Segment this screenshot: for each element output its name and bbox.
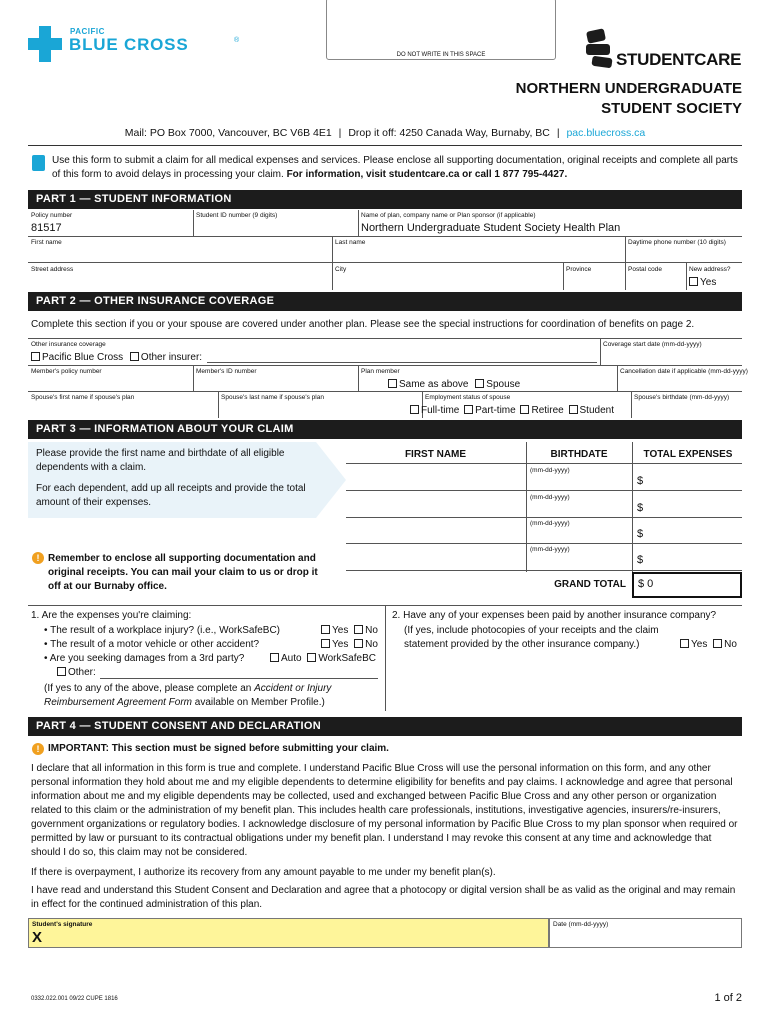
q2-sub: (If yes, include photocopies of your receipts and the claim statement provided by the other insurance company.) (404, 625, 659, 650)
q1-note-b: available on Member Profile.) (194, 697, 325, 708)
spouse-birth-field[interactable] (634, 402, 740, 415)
yes-label: Yes (691, 639, 708, 650)
spouse-label: Spouse (486, 379, 521, 390)
intro-main: Use this form to submit a claim for all medical expenses and services. Please enclose all supporting documentation, original receipts and complete all parts of this form to avoid delays in processing your claim. (52, 155, 738, 180)
dollar-sign: $ (637, 528, 644, 540)
fulltime-checkbox[interactable] (410, 405, 419, 414)
q1-b-text: The result of a motor vehicle or other accident? (50, 639, 260, 650)
q1-b-options (321, 638, 378, 652)
signature-label: Student's signature (32, 921, 93, 928)
same-as-above-checkbox[interactable] (388, 379, 397, 388)
phone-field[interactable] (628, 247, 740, 261)
retiree-checkbox[interactable] (520, 405, 529, 414)
members-policy-label: Member's policy number (31, 368, 102, 375)
dependent-first-name-field[interactable] (348, 465, 524, 489)
form-code: 0332.022.001 09/22 CUPE 1816 (31, 996, 118, 1002)
dependent-first-name-field[interactable] (348, 492, 524, 516)
registered-mark: ® (234, 37, 240, 44)
callout-arrow (316, 442, 346, 518)
last-name-field[interactable] (335, 247, 623, 261)
q2-yes-checkbox[interactable] (680, 639, 689, 648)
checkbox[interactable] (689, 277, 698, 286)
part2-instructions: Complete this section if you or your spouse are covered under another plan. Please see the special instructions for coordination of benefits on page 2. (31, 319, 695, 330)
auto-checkbox[interactable] (270, 653, 279, 662)
part2-header: PART 2 — OTHER INSURANCE COVERAGE (28, 292, 742, 311)
page-number: 1 of 2 (714, 992, 742, 1004)
other-coverage-label: Other insurance coverage (31, 341, 106, 348)
pbc-big-text: BLUE CROSS (69, 35, 189, 54)
province-label: Province (566, 266, 592, 273)
policy-number-label: Policy number (31, 212, 73, 219)
members-id-label: Member's ID number (196, 368, 257, 375)
q1-item-a: • The result of a workplace injury? (i.e., WorkSafeBC) (44, 625, 281, 636)
plan-member-options (388, 378, 520, 391)
info-icon (32, 155, 45, 171)
city-field[interactable] (335, 274, 561, 288)
spouse-birth-label: Spouse's birthdate (mm-dd-yyyy) (634, 394, 730, 401)
yes-label: Yes (700, 277, 717, 288)
dependent-first-name-field[interactable] (348, 545, 524, 569)
part4-header: PART 4 — STUDENT CONSENT AND DECLARATION (28, 717, 742, 736)
q1-other (57, 666, 96, 680)
callout-text-2: For each dependent, add up all receipts and provide the total amount of their expenses. (36, 483, 306, 508)
q1-a-no-checkbox[interactable] (354, 625, 363, 634)
emp-student: Student (579, 405, 614, 416)
grand-total-label: GRAND TOTAL (554, 579, 626, 590)
employment-label: Employment status of spouse (425, 394, 511, 401)
new-address-label: New address? (689, 266, 731, 273)
pbc-small-text: PACIFIC (70, 27, 105, 36)
q1-c-options (270, 652, 376, 666)
part1-header: PART 1 — STUDENT INFORMATION (28, 190, 742, 209)
emp-part: Part-time (475, 405, 516, 416)
reminder-text: Remember to enclose all supporting documentation and original receipts. You can mail your claim to us or drop it off at our Burnaby office. (48, 553, 318, 592)
society-name (516, 79, 742, 119)
grand-total-value: $ 0 (638, 578, 654, 590)
other-insurer-checkbox[interactable] (130, 352, 139, 361)
blue-cross-icon (28, 26, 62, 62)
mail-line: Mail: PO Box 7000, Vancouver, BC V6B 4E1 | Drop it off: 4250 Canada Way, Burnaby, BC | pac.bluecross.ca (124, 127, 646, 139)
spouse-checkbox[interactable] (475, 379, 484, 388)
student-checkbox[interactable] (569, 405, 578, 414)
spouse-last-label: Spouse's last name if spouse's plan (221, 394, 324, 401)
important-text: IMPORTANT: This section must be signed before submitting your claim. (48, 743, 389, 754)
q2-no-checkbox[interactable] (713, 639, 722, 648)
emp-retiree: Retiree (531, 405, 564, 416)
q1-a-text: The result of a workplace injury? (i.e., WorkSafeBC) (50, 625, 281, 636)
spouse-first-label: Spouse's first name if spouse's plan (31, 394, 135, 401)
dollar-sign: $ (637, 475, 644, 487)
date-label: Date (mm-dd-yyyy) (553, 921, 609, 928)
phone-label: Daytime phone number (10 digits) (628, 239, 726, 246)
q1-b-yes-checkbox[interactable] (321, 639, 330, 648)
signature-field[interactable] (28, 918, 549, 948)
no-label: No (365, 625, 378, 636)
student-id-label: Student ID number (9 digits) (196, 212, 278, 219)
plan-name-label: Name of plan, company name or Plan sponsor (if applicable) (361, 212, 536, 219)
q1-c-text: Are you seeking damages from a 3rd party? (49, 653, 245, 664)
other-checkbox[interactable] (57, 667, 66, 676)
q2-text: 2. Have any of your expenses been paid by another insurance company? (392, 610, 717, 621)
opt-other: Other insurer: (140, 352, 203, 363)
other-label: Other: (68, 667, 96, 678)
dropoff-address: Drop it off: 4250 Canada Way, Burnaby, BC (348, 127, 550, 139)
other-field[interactable] (100, 678, 378, 679)
policy-number-field[interactable]: 81517 (31, 222, 62, 234)
q1-title: 1. Are the expenses you're claiming: (31, 610, 192, 621)
col-birthdate: BIRTHDATE (550, 449, 608, 460)
yes-label: Yes (332, 639, 349, 650)
spouse-first-field[interactable] (31, 402, 215, 415)
auto-label: Auto (281, 653, 302, 664)
q1-item-b: • The result of a motor vehicle or other accident? (44, 639, 260, 650)
student-id-field[interactable] (196, 220, 356, 234)
employment-options (410, 404, 614, 417)
consent-para-2: If there is overpayment, I authorize its recovery from any amount payable to me under my benefit plan(s). (31, 867, 496, 878)
intro-text (52, 154, 742, 182)
warning-icon: ! (32, 743, 44, 755)
q1-note-a: (If yes to any of the above, please complete an (44, 683, 252, 694)
consent-para-1: I declare that all information in this form is true and complete. I understand Pacific Blue Cross will use the personal information on this form, and any other personal information they hold about me and my eligible dependents to determine eligibility for benefits and pay claims. I acknowledge and agree that personal information about me and my eligible dependents may be collected, used and exchanged between Pacific Blue Cross and any other person or organization related to this claim or the administration of my benefit plan. This includes health care professionals, institutions, investigative agencies, insurers/re-insurers, government organizations or regulatory bodies. I acknowledge disclosure of my personal information by Pacific Blue Cross to my plan sponsor when required or permitted by law or pursuant to its contractual obligations under my benefit plan. I understand I may revoke this consent at any time and acknowledge that should I do so, this claim may not be considered. (31, 763, 738, 858)
city-label: City (335, 266, 347, 273)
col-total: TOTAL EXPENSES (643, 449, 733, 460)
date-hint: (mm-dd-yyyy) (530, 520, 570, 527)
q1-a-yes-checkbox[interactable] (321, 625, 330, 634)
first-name-field[interactable] (31, 247, 329, 261)
studentcare-logo (584, 28, 744, 72)
cancellation-label: Cancellation date if applicable (mm-dd-yyyy) (620, 368, 748, 375)
province-field[interactable] (566, 274, 624, 288)
callout-text-1: Please provide the first name and birthdate of all eligible dependents with a claim. (36, 448, 285, 473)
same-as-above-label: Same as above (399, 379, 469, 390)
yes-label: Yes (332, 625, 349, 636)
part3-header: PART 3 — INFORMATION ABOUT YOUR CLAIM (28, 420, 742, 439)
society-line-2: STUDENT SOCIETY (601, 100, 742, 117)
worksafe-checkbox[interactable] (307, 653, 316, 662)
postal-field[interactable] (628, 274, 684, 288)
pacific-blue-cross-logo (28, 26, 243, 66)
col-first-name: FIRST NAME (404, 449, 467, 460)
last-name-label: Last name (335, 239, 366, 246)
plan-member-label: Plan member (361, 368, 400, 375)
no-label: No (724, 639, 737, 650)
members-policy-field[interactable] (31, 376, 191, 389)
opt-pbc: Pacific Blue Cross (42, 352, 124, 363)
studentcare-icon (584, 28, 614, 68)
q2-options (680, 638, 737, 652)
worksafe-label: WorkSafeBC (318, 653, 376, 664)
mail-address: Mail: PO Box 7000, Vancouver, BC V6B 4E1 (124, 127, 332, 139)
dollar-sign: $ (637, 502, 644, 514)
dollar-sign: $ (637, 554, 644, 566)
society-line-1: NORTHERN UNDERGRADUATE (515, 80, 742, 97)
pbc-checkbox[interactable] (31, 352, 40, 361)
date-hint: (mm-dd-yyyy) (530, 494, 570, 501)
dependent-first-name-field[interactable] (348, 519, 524, 543)
other-coverage-options (31, 351, 202, 364)
intro-bold: For information, visit studentcare.ca or call 1 877 795-4427. (286, 169, 568, 180)
members-id-field[interactable] (196, 376, 356, 389)
parttime-checkbox[interactable] (464, 405, 473, 414)
warning-icon: ! (32, 552, 44, 564)
q1-note-italic: Accident or Injury Reimbursement Agreement Form (44, 683, 332, 708)
q1-note (44, 682, 374, 710)
cancellation-field[interactable] (620, 376, 740, 389)
website-link[interactable]: pac.bluecross.ca (566, 127, 646, 139)
plan-name-field[interactable]: Northern Undergraduate Student Society Health Plan (361, 222, 621, 234)
consent-para-3: I have read and understand this Student Consent and Declaration and agree that a photocopy or digital version shall be as valid as the original and may remain in effect for the continued administration of this plan. (31, 885, 736, 910)
do-not-write-label: DO NOT WRITE IN THIS SPACE (396, 52, 486, 58)
street-field[interactable] (31, 274, 329, 288)
date-hint: (mm-dd-yyyy) (530, 546, 570, 553)
q1-item-c: • Are you seeking damages from a 3rd party? (44, 653, 245, 664)
postal-label: Postal code (628, 266, 662, 273)
studentcare-text: STUDENTCARE (616, 50, 742, 69)
date-hint: (mm-dd-yyyy) (530, 467, 570, 474)
other-insurer-field[interactable] (207, 362, 597, 363)
coverage-start-field[interactable] (603, 350, 741, 363)
spouse-last-field[interactable] (221, 402, 419, 415)
q1-b-no-checkbox[interactable] (354, 639, 363, 648)
no-label: No (365, 639, 378, 650)
coverage-start-label: Coverage start date (mm-dd-yyyy) (603, 341, 702, 348)
street-label: Street address (31, 266, 74, 273)
emp-full: Full-time (421, 405, 460, 416)
first-name-label: First name (31, 239, 62, 246)
new-address-yes[interactable] (689, 276, 716, 289)
office-use-box (326, 0, 556, 60)
q1-a-options (321, 624, 378, 638)
signature-x: X (32, 929, 43, 946)
